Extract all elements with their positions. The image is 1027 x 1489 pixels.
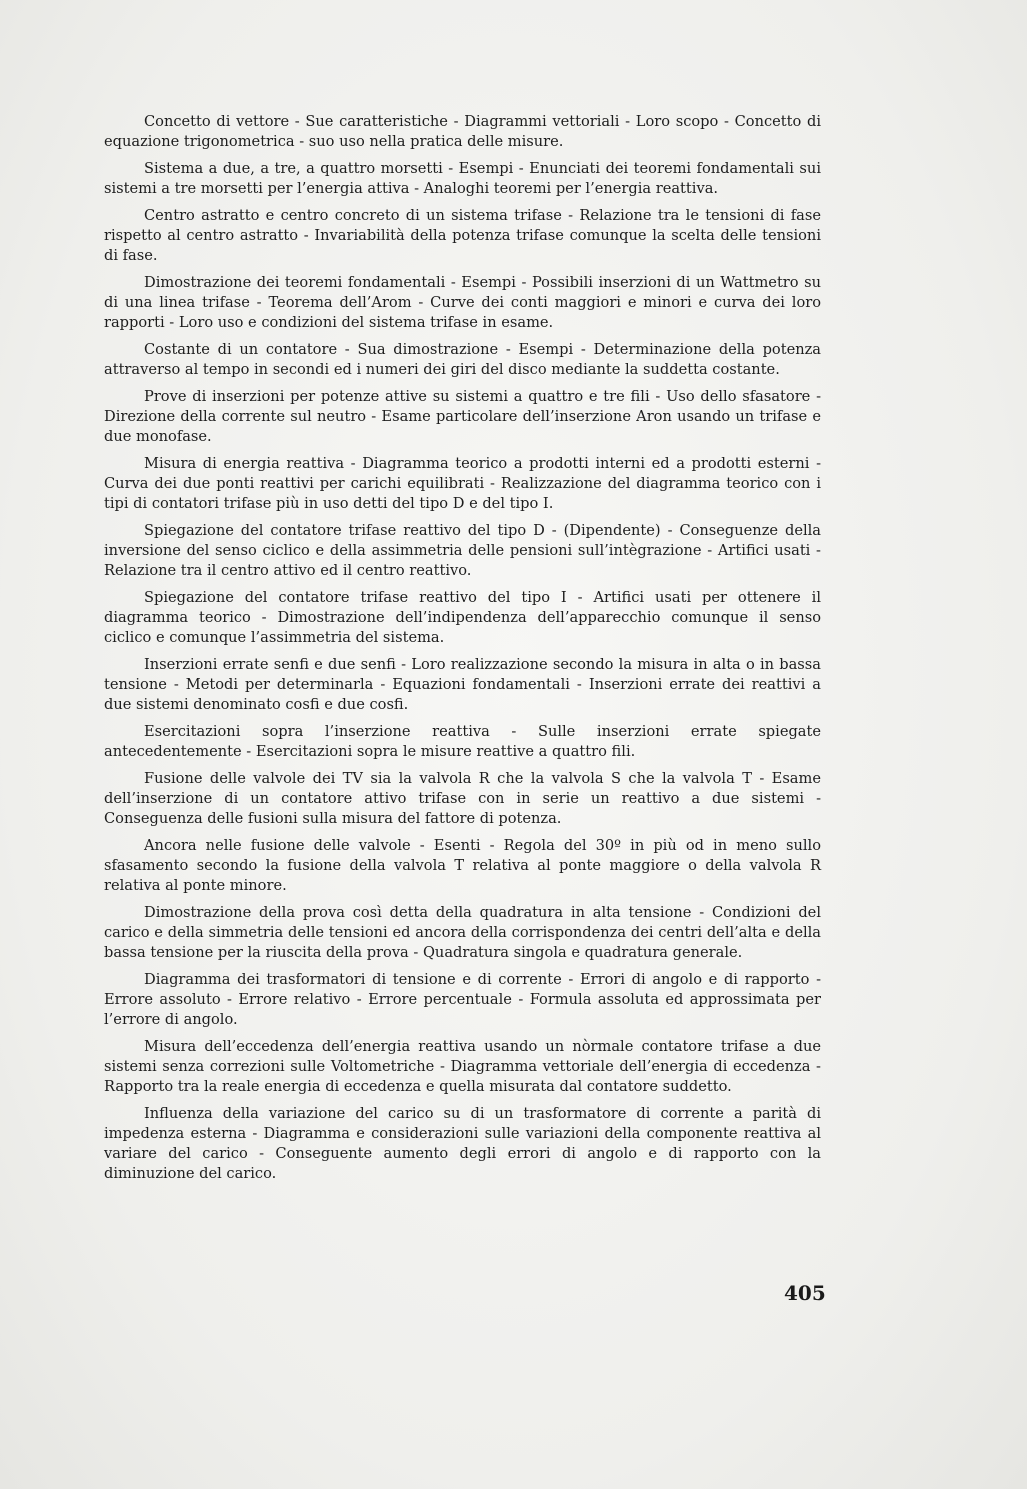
paragraph-12: Fusione delle valvole dei TV sia la valvola R che la valvola S che la valvola T - Esame dell’inserzione di un contatore attivo trifase con in serie un reattivo a due sistemi - Conseguenza delle fusioni sulla misura del fattore di potenza. <box>104 770 821 827</box>
paragraph-13: Ancora nelle fusione delle valvole - Esenti - Regola del 30º in più od in meno sullo sfasamento secondo la fusione della valvola T relativa al ponte maggiore o della valvola R relativa al ponte minore. <box>104 837 821 894</box>
body-text <box>104 112 821 1191</box>
page-number: 405 <box>784 1281 826 1305</box>
paragraph-7: Misura di energia reattiva - Diagramma teorico a prodotti interni ed a prodotti esterni - Curva dei due ponti reattivi per carichi equilibrati - Realizzazione del diagramma teorico con i tipi di contatori trifase più in uso detti del tipo D e del tipo I. <box>104 455 821 512</box>
paragraph-6: Prove di inserzioni per potenze attive su sistemi a quattro e tre fili - Uso dello sfasatore - Direzione della corrente sul neutro - Esame particolare dell’inserzione Aron usando un trifase e due monofase. <box>104 388 821 445</box>
paragraph-9: Spiegazione del contatore trifase reattivo del tipo I - Artifici usati per ottenere il diagramma teorico - Dimostrazione dell’indipendenza dell’apparecchio comunque il senso ciclico e comunque l’assimmetria del sistema. <box>104 589 821 646</box>
paragraph-15: Diagramma dei trasformatori di tensione e di corrente - Errori di angolo e di rapporto - Errore assoluto - Errore relativo - Errore percentuale - Formula assoluta ed approssimata per l’errore di angolo. <box>104 971 821 1028</box>
paragraph-1: Concetto di vettore - Sue caratteristiche - Diagrammi vettoriali - Loro scopo - Concetto di equazione trigonometrica - suo uso nella pratica delle misure. <box>104 113 821 150</box>
paragraph-3: Centro astratto e centro concreto di un sistema trifase - Relazione tra le tensioni di fase rispetto al centro astratto - Invariabilità della potenza trifase comunque la scelta delle tensioni di fase. <box>104 207 821 264</box>
paragraph-8: Spiegazione del contatore trifase reattivo del tipo D - (Dipendente) - Conseguenze della inversione del senso ciclico e della assimmetria delle pensioni sull’intègrazione - Artifici usati - Relazione tra il centro attivo ed il centro reattivo. <box>104 522 821 579</box>
paragraph-16: Misura dell’eccedenza dell’energia reattiva usando un nòrmale contatore trifase a due sistemi senza correzioni sulle Voltometriche - Diagramma vettoriale dell’energia di eccedenza - Rapporto tra la reale energia di eccedenza e quella misurata dal contatore suddetto. <box>104 1038 821 1095</box>
paragraph-2: Sistema a due, a tre, a quattro morsetti - Esempi - Enunciati dei teoremi fondamentali sui sistemi a tre morsetti per l’energia attiva - Analoghi teoremi per l’energia reattiva. <box>104 160 821 197</box>
paragraph-11: Esercitazioni sopra l’inserzione reattiva - Sulle inserzioni errate spiegate antecedentemente - Esercitazioni sopra le misure reattive a quattro fili. <box>104 723 821 760</box>
paragraph-10: Inserzioni errate senfi e due senfi - Loro realizzazione secondo la misura in alta o in bassa tensione - Metodi per determinarla - Equazioni fondamentali - Inserzioni errate dei reattivi a due sistemi denominato cosfi e due cosfi. <box>104 656 821 713</box>
paragraph-4: Dimostrazione dei teoremi fondamentali - Esempi - Possibili inserzioni di un Wattmetro su di una linea trifase - Teorema dell’Arom - Curve dei conti maggiori e minori e curva dei loro rapporti - Loro uso e condizioni del sistema trifase in esame. <box>104 274 821 331</box>
paragraph-17: Influenza della variazione del carico su di un trasformatore di corrente a parità di impedenza esterna - Diagramma e considerazioni sulle variazioni della componente reattiva al variare del carico - Conseguente aumento degli errori di angolo e di rapporto con la diminuzione del carico. <box>104 1105 821 1182</box>
paragraph-14: Dimostrazione della prova così detta della quadratura in alta tensione - Condizioni del carico e della simmetria delle tensioni ed ancora della corrispondenza dei centri dell’alta e della bassa tensione per la riuscita della prova - Quadratura singola e quadratura generale. <box>104 904 821 961</box>
paragraph-5: Costante di un contatore - Sua dimostrazione - Esempi - Determinazione della potenza attraverso al tempo in secondi ed i numeri dei giri del disco mediante la suddetta costante. <box>104 341 821 378</box>
